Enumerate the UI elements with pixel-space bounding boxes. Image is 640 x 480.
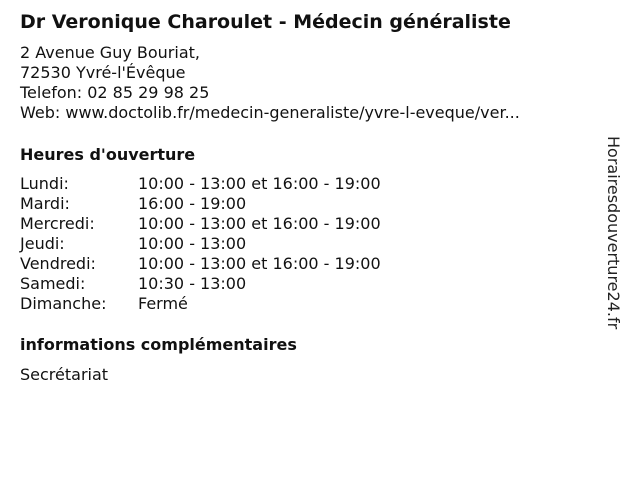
address-line-2: 72530 Yvré-l'Évêque <box>20 63 186 82</box>
hours-row-thursday <box>20 234 381 254</box>
hours-row-friday <box>20 254 381 274</box>
hours-value: 16:00 - 19:00 <box>138 194 247 213</box>
hours-row-wednesday <box>20 214 381 234</box>
day-label: Jeudi: <box>20 234 65 253</box>
hours-row-monday <box>20 174 381 194</box>
hours-row-tuesday <box>20 194 381 214</box>
day-label: Dimanche: <box>20 294 107 313</box>
day-label: Mercredi: <box>20 214 95 233</box>
day-label: Lundi: <box>20 174 69 193</box>
hours-value: 10:00 - 13:00 et 16:00 - 19:00 <box>138 174 381 193</box>
hours-value: 10:00 - 13:00 et 16:00 - 19:00 <box>138 214 381 233</box>
page-title: Dr Veronique Charoulet - Médecin généraliste <box>20 11 511 33</box>
day-label: Mardi: <box>20 194 70 213</box>
contact-block <box>20 43 520 123</box>
opening-hours-heading: Heures d'ouverture <box>20 145 196 164</box>
additional-info-heading: informations complémentaires <box>20 335 297 354</box>
day-label: Vendredi: <box>20 254 96 273</box>
hours-value: 10:00 - 13:00 <box>138 234 247 253</box>
site-watermark: Horairesdouverture24.fr <box>604 136 623 330</box>
address-line-1: 2 Avenue Guy Bouriat, <box>20 43 200 62</box>
hours-row-saturday <box>20 274 381 294</box>
website-link[interactable]: Web: www.doctolib.fr/medecin-generaliste/yvre-l-eveque/ver... <box>20 103 520 122</box>
opening-hours-table <box>20 174 381 314</box>
phone-number: Telefon: 02 85 29 98 25 <box>20 83 210 102</box>
hours-row-sunday <box>20 294 381 314</box>
hours-value: 10:30 - 13:00 <box>138 274 247 293</box>
hours-value: Fermé <box>138 294 188 313</box>
hours-value: 10:00 - 13:00 et 16:00 - 19:00 <box>138 254 381 273</box>
day-label: Samedi: <box>20 274 86 293</box>
additional-info-text: Secrétariat <box>20 365 109 384</box>
